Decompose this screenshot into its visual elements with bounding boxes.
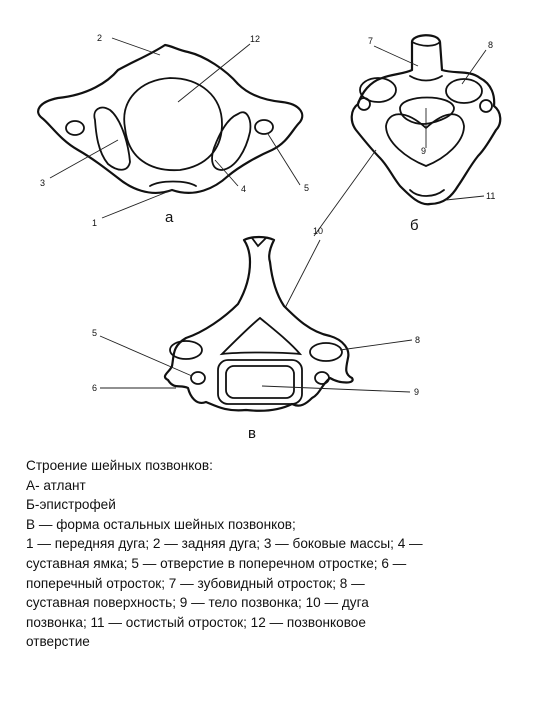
caption-axis: Б-эпистрофей bbox=[26, 497, 116, 513]
figure-label-a: а bbox=[165, 209, 174, 226]
callout-v-5: 5 bbox=[92, 328, 98, 338]
leader-11 bbox=[446, 196, 484, 200]
leader-10-b bbox=[284, 240, 320, 310]
leader-1 bbox=[102, 190, 172, 218]
leader-10-a bbox=[314, 150, 376, 236]
callout-v-8: 8 bbox=[415, 335, 421, 345]
callout-b-7: 7 bbox=[368, 36, 374, 46]
typical-cervical-drawing bbox=[165, 237, 353, 411]
caption-title: Строение шейных позвонков: bbox=[26, 458, 213, 473]
atlas-drawing bbox=[38, 45, 302, 193]
callout-a-5: 5 bbox=[304, 183, 310, 193]
caption-typical: В — форма остальных шейных позвонков; bbox=[26, 516, 296, 532]
figure-label-b: б bbox=[410, 217, 419, 234]
callout-b-10: 10 bbox=[313, 226, 324, 236]
callout-a-3: 3 bbox=[40, 178, 46, 188]
callout-a-2: 2 bbox=[97, 33, 103, 43]
callout-b-8: 8 bbox=[488, 40, 494, 50]
callout-a-4: 4 bbox=[241, 184, 247, 194]
callout-b-11: 11 bbox=[486, 191, 496, 201]
caption-legend-line: суставная поверхность; 9 — тело позвонка; 10 — дуга bbox=[26, 595, 369, 611]
callout-v-9: 9 bbox=[414, 387, 420, 397]
callout-b-9: 9 bbox=[421, 146, 427, 156]
caption-legend-line: позвонка; 11 — остистый отросток; 12 — позвонковое bbox=[26, 614, 366, 630]
caption-legend-line: отверстие bbox=[26, 634, 90, 650]
figure-label-v: в bbox=[248, 425, 256, 442]
caption-legend-line: поперечный отросток; 7 — зубовидный отросток; 8 — bbox=[26, 575, 365, 591]
caption-legend-line: суставная ямка; 5 — отверстие в поперечном отростке; 6 — bbox=[26, 555, 407, 571]
callout-v-6: 6 bbox=[92, 383, 98, 393]
caption-legend-line: 1 — передняя дуга; 2 — задняя дуга; 3 — боковые массы; 4 — bbox=[26, 536, 423, 552]
callout-a-12: 12 bbox=[250, 34, 261, 44]
leader-8v bbox=[340, 340, 412, 350]
callout-a-1: 1 bbox=[92, 218, 98, 228]
leader-2a bbox=[112, 38, 160, 55]
caption-atlas: А- атлант bbox=[26, 477, 86, 493]
figure-caption bbox=[26, 456, 514, 652]
